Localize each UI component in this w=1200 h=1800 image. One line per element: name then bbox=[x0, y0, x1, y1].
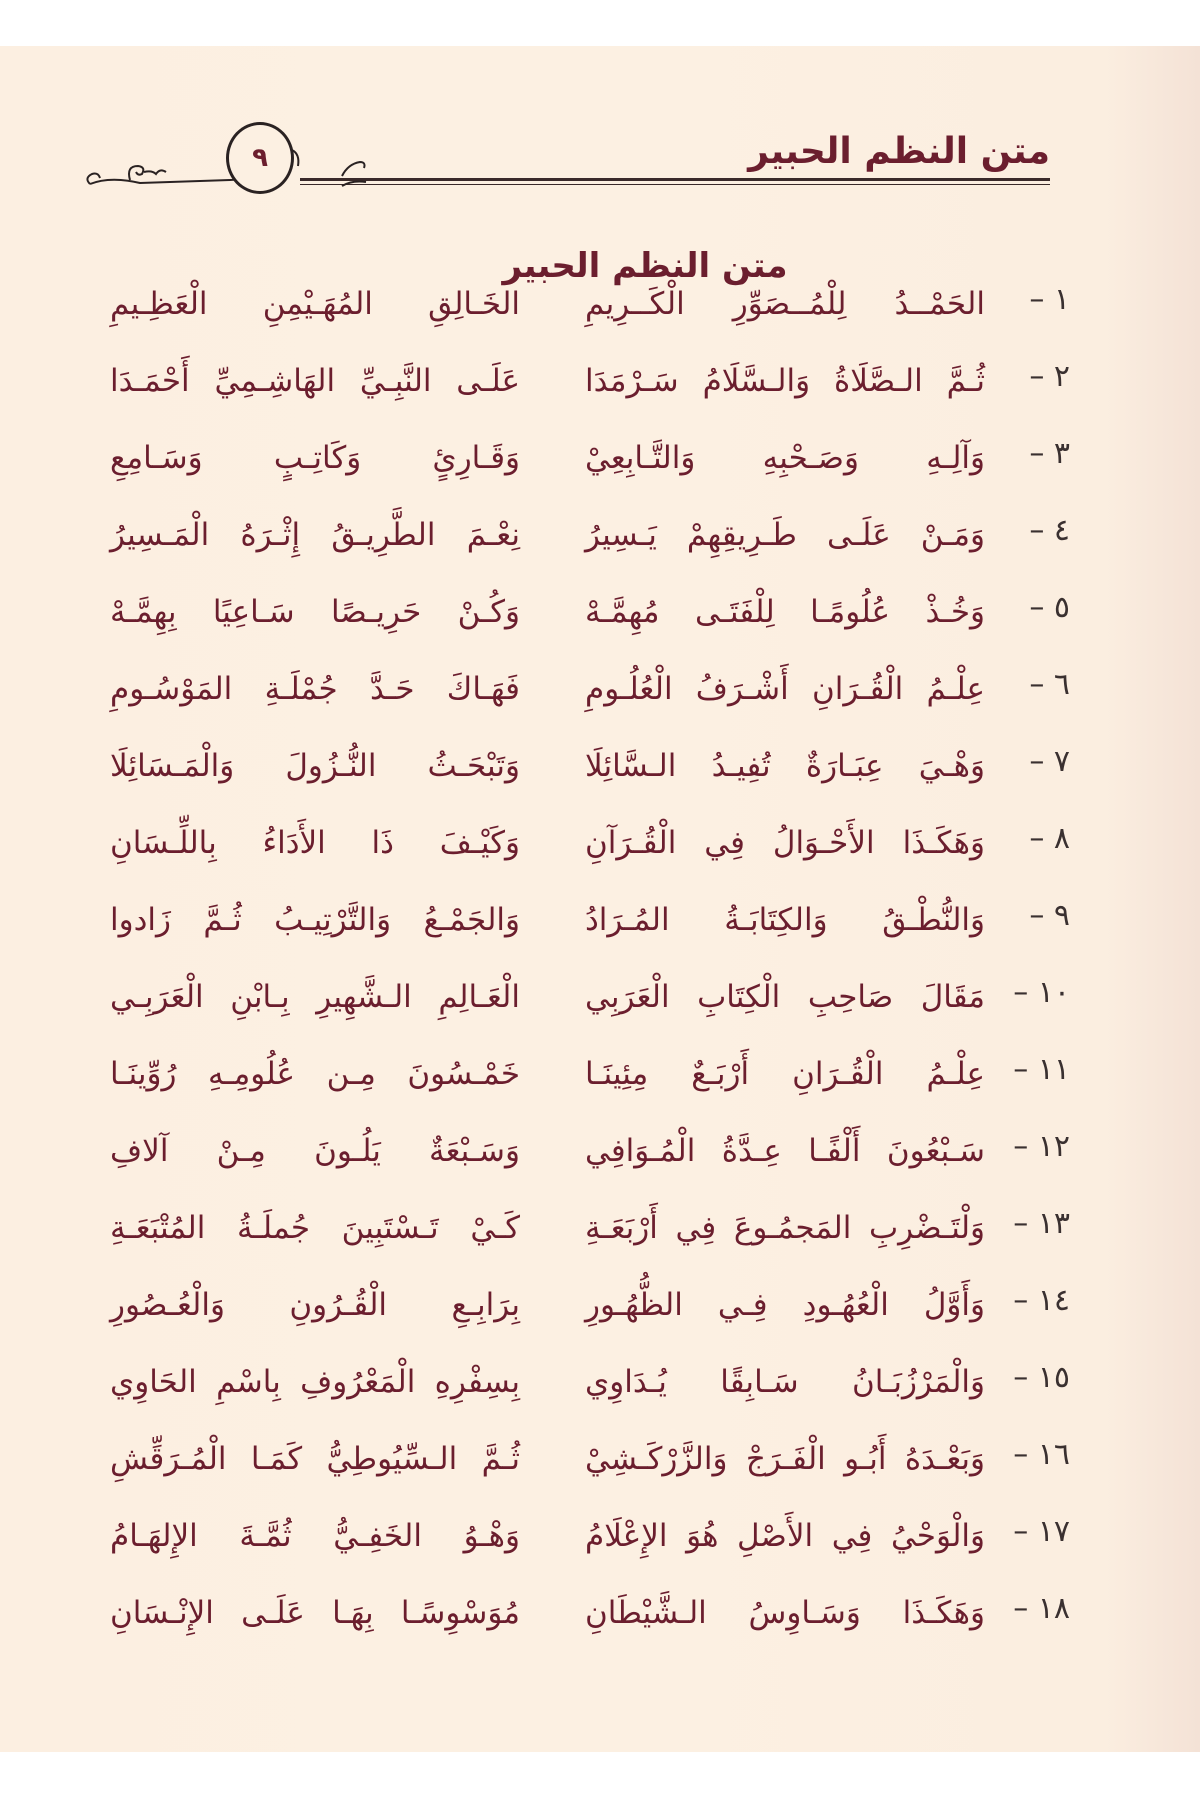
verse-row bbox=[0, 971, 1200, 1031]
verse-first-hemistich: وَالْمَرْزُبَـانُ سَـابِقًا يُـدَاوِي bbox=[585, 1364, 985, 1400]
running-title: متن النظم الحبير bbox=[748, 131, 1050, 172]
verse-row bbox=[0, 355, 1200, 415]
verse-second-hemistich: ثُـمَّ الـسِّيُوطِيُّ كَمَـا الْمُـرَقِّشِ bbox=[110, 1441, 520, 1477]
verse-second-hemistich: بِسِفْرِهِ الْمَعْرُوفِ بِاسْمِ الحَاوِي bbox=[110, 1364, 520, 1400]
verse-row bbox=[0, 663, 1200, 723]
verse-first-hemistich: وَالنُّطْـقُ وَالكِتَابَـةُ المُـرَادُ bbox=[585, 902, 985, 938]
verse-second-hemistich: وَتَبْحَـثُ النُّـزُولَ وَالْمَـسَائِلَا bbox=[110, 748, 520, 784]
verse-second-hemistich: وَكَيْـفَ ذَا الأَدَاءُ بِاللِّـسَانِ bbox=[110, 825, 520, 861]
verse-number: ٣ – bbox=[1029, 436, 1070, 471]
verse-second-hemistich: وَكُـنْ حَرِيـصًا سَـاعِيًا بِهِمَّـهْ bbox=[110, 594, 520, 630]
verse-first-hemistich: وَبَعْـدَهُ أَبُـو الْفَـرَجْ وَالزَّرْكَـشِيْ bbox=[585, 1441, 985, 1477]
verse-second-hemistich: وَقَـارِئٍ وَكَاتِـبٍ وَسَـامِعِ bbox=[110, 440, 520, 476]
verse-second-hemistich: فَهَـاكَ حَـدَّ جُمْلَـةِ المَوْسُـومِ bbox=[110, 671, 520, 707]
book-page bbox=[0, 46, 1200, 1752]
verse-row bbox=[0, 1433, 1200, 1493]
verse-second-hemistich: كَـيْ تَـسْتَبِينَ جُملَـةُ المُتْبَعَـةِ bbox=[110, 1210, 520, 1246]
verse-first-hemistich: وَمَـنْ عَلَـى طَـرِيقِهِمْ يَـسِيرُ bbox=[585, 517, 985, 553]
verse-number: ١٦ – bbox=[1013, 1437, 1070, 1472]
verse-first-hemistich: وَهَكَـذَا الأَحْـوَالُ فِي الْقُـرَآنِ bbox=[585, 825, 985, 861]
verse-first-hemistich: وَخُـذْ عُلُومًـا لِلْفَتَـى مُهِمَّـهْ bbox=[585, 594, 985, 630]
verse-row bbox=[0, 894, 1200, 954]
verse-second-hemistich: عَلَـى النَّبِـيِّ الهَاشِـمِيِّ أَحْمَـدَا bbox=[110, 363, 520, 399]
verse-row bbox=[0, 1587, 1200, 1647]
verse-row bbox=[0, 1048, 1200, 1108]
header-rule-thin bbox=[300, 184, 1050, 185]
page-number: ٩ bbox=[226, 122, 294, 194]
page-title: متن النظم الحبير bbox=[502, 246, 788, 286]
verse-number: ٥ – bbox=[1029, 590, 1070, 625]
verse-row bbox=[0, 278, 1200, 338]
verse-number: ٦ – bbox=[1029, 667, 1070, 702]
verse-number: ٩ – bbox=[1029, 898, 1070, 933]
verse-number: ١٤ – bbox=[1013, 1283, 1070, 1318]
verse-number: ١٠ – bbox=[1013, 975, 1070, 1010]
verse-first-hemistich: سَـبْعُونَ أَلْفًـا عِـدَّةُ الْمُـوَافِي bbox=[585, 1133, 985, 1169]
verse-first-hemistich: وَهْـيَ عِبَـارَةٌ تُفِيـدُ الـسَّائِلَا bbox=[585, 748, 985, 784]
verse-number: ١٢ – bbox=[1013, 1129, 1070, 1164]
verse-first-hemistich: عِلْـمُ الْقُـرَانِ أَشْـرَفُ الْعُلُـومِ bbox=[585, 671, 985, 707]
verse-first-hemistich: وَهَكَـذَا وَسَـاوِسُ الـشَّيْطَانِ bbox=[585, 1595, 985, 1631]
verse-second-hemistich: الْعَـالِمِ الـشَّهِيرِ بِـابْنِ الْعَرَبِـي bbox=[110, 979, 520, 1015]
verse-row bbox=[0, 1356, 1200, 1416]
verse-row bbox=[0, 586, 1200, 646]
verse-second-hemistich: الخَـالِقِ المُهَـيْمِنِ الْعَظِـيمِ bbox=[110, 286, 520, 322]
verse-first-hemistich: وَالْوَحْيُ فِي الأَصْلِ هُوَ الإِعْلَامُ bbox=[585, 1518, 985, 1554]
verse-first-hemistich: الحَمْــدُ لِلْمُــصَوِّرِ الْكَــرِيمِ bbox=[585, 286, 985, 322]
verse-row bbox=[0, 740, 1200, 800]
verse-row bbox=[0, 509, 1200, 569]
verse-row bbox=[0, 432, 1200, 492]
verse-first-hemistich: وَأَوَّلُ الْعُهُـودِ فِـي الظُّهُـورِ bbox=[585, 1287, 985, 1323]
verse-first-hemistich: وَلْتَـضْرِبِ المَجمُـوعَ فِي أَرْبَعَـةِ bbox=[585, 1210, 985, 1246]
verse-number: ١ – bbox=[1029, 282, 1070, 317]
header-rule bbox=[300, 178, 1050, 181]
verse-second-hemistich: وَالجَمْـعُ وَالتَّرْتِيـبُ ثُـمَّ زَادوا bbox=[110, 902, 520, 938]
verse-second-hemistich: نِعْـمَ الطَّرِيـقُ إِثْـرَهُ الْمَـسِيرُ bbox=[110, 517, 520, 553]
verse-number: ١٨ – bbox=[1013, 1591, 1070, 1626]
verse-number: ١٥ – bbox=[1013, 1360, 1070, 1395]
verse-row bbox=[0, 1202, 1200, 1262]
verse-first-hemistich: مَقَالَ صَاحِبِ الْكِتَابِ الْعَرَبِي bbox=[585, 979, 985, 1015]
verse-second-hemistich: وَسَـبْعَةٌ يَلُـونَ مِـنْ آلافِ bbox=[110, 1133, 520, 1169]
verse-first-hemistich: وَآلِـهِ وَصَـحْبِهِ وَالتَّـابِعِيْ bbox=[585, 440, 985, 476]
verse-number: ٧ – bbox=[1029, 744, 1070, 779]
verse-second-hemistich: بِرَابِـعِ الْقُـرُونِ وَالْعُـصُورِ bbox=[110, 1287, 520, 1323]
verse-row bbox=[0, 1510, 1200, 1570]
verse-first-hemistich: عِلْـمُ الْقُـرَانِ أَرْبَـعٌ مِئِينَـا bbox=[585, 1056, 985, 1092]
verse-number: ٨ – bbox=[1029, 821, 1070, 856]
verse-row bbox=[0, 817, 1200, 877]
verse-number: ١١ – bbox=[1013, 1052, 1070, 1087]
verse-second-hemistich: مُوَسْوِسًـا بِهَـا عَلَـى الإِنْـسَانِ bbox=[110, 1595, 520, 1631]
verse-second-hemistich: خَمْـسُونَ مِـن عُلُومِـهِ رُوِّينَـا bbox=[110, 1056, 520, 1092]
verse-row bbox=[0, 1279, 1200, 1339]
verse-number: ١٣ – bbox=[1013, 1206, 1070, 1241]
verse-row bbox=[0, 1125, 1200, 1185]
verse-number: ١٧ – bbox=[1013, 1514, 1070, 1549]
verse-second-hemistich: وَهْـوُ الخَفِـيُّ ثُمَّـةَ الإِلهَـامُ bbox=[110, 1518, 520, 1554]
verse-first-hemistich: ثُـمَّ الـصَّلَاةُ وَالـسَّلَامُ سَـرْمَدَا bbox=[585, 363, 985, 399]
verse-number: ٢ – bbox=[1029, 359, 1070, 394]
verse-number: ٤ – bbox=[1029, 513, 1070, 548]
